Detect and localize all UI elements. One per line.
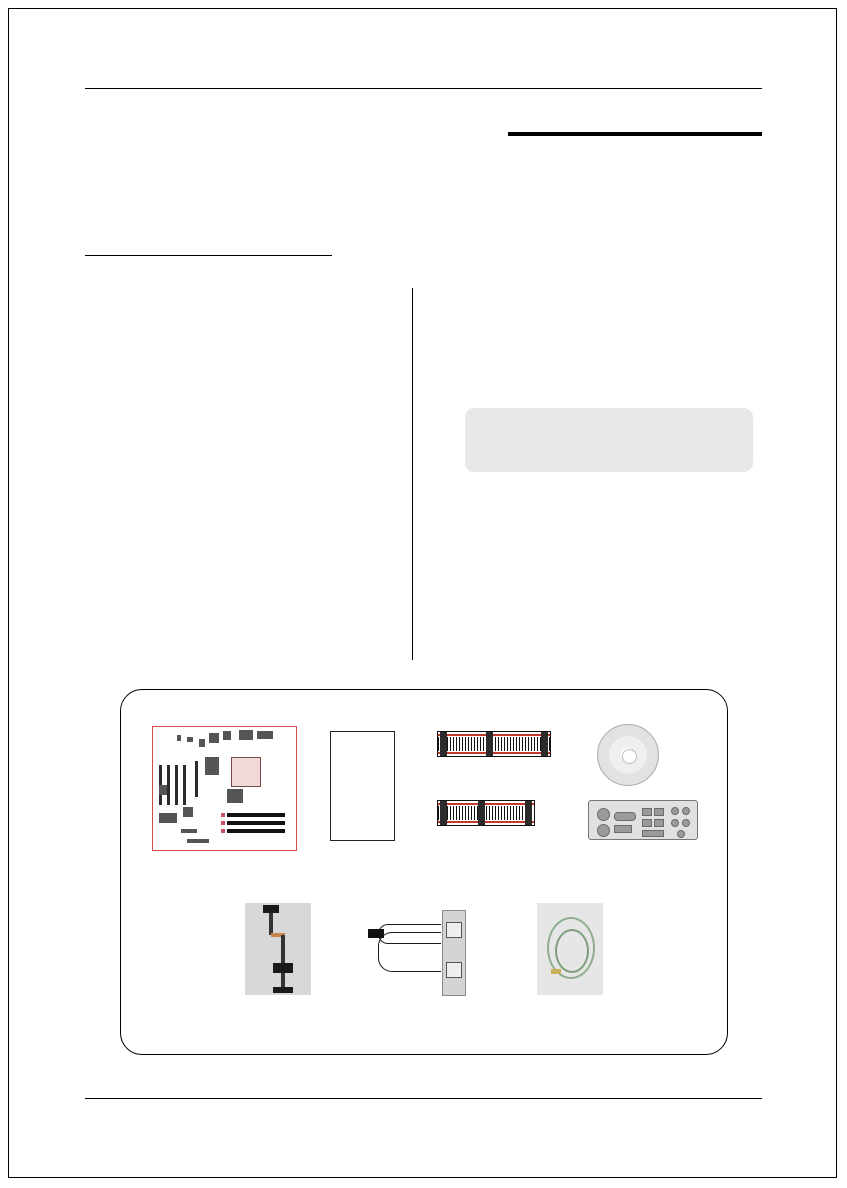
mainboard-image: [152, 726, 297, 851]
spdif-cable-image: [537, 903, 603, 995]
section-heading-rule: [85, 255, 332, 256]
floppy-ribbon-cable-image: [437, 800, 535, 826]
user-manual-image: [330, 731, 395, 841]
header-rule: [85, 88, 762, 89]
chapter-heading-block: [508, 132, 762, 136]
sata-power-cable-image: [245, 903, 311, 995]
footer-rule: [85, 1098, 762, 1099]
cd-center-hole: [622, 749, 637, 764]
ide-ribbon-cable-image: [437, 731, 551, 757]
chapter-rule: [508, 132, 762, 136]
note-box: [465, 408, 753, 472]
io-shield-image: [588, 800, 698, 840]
usb-port-1: [446, 922, 462, 938]
driver-cd-image: [597, 724, 659, 786]
usb-bracket-image: [368, 906, 476, 998]
column-divider: [412, 288, 413, 660]
note-text: [479, 417, 480, 418]
usb-port-2: [446, 962, 462, 978]
